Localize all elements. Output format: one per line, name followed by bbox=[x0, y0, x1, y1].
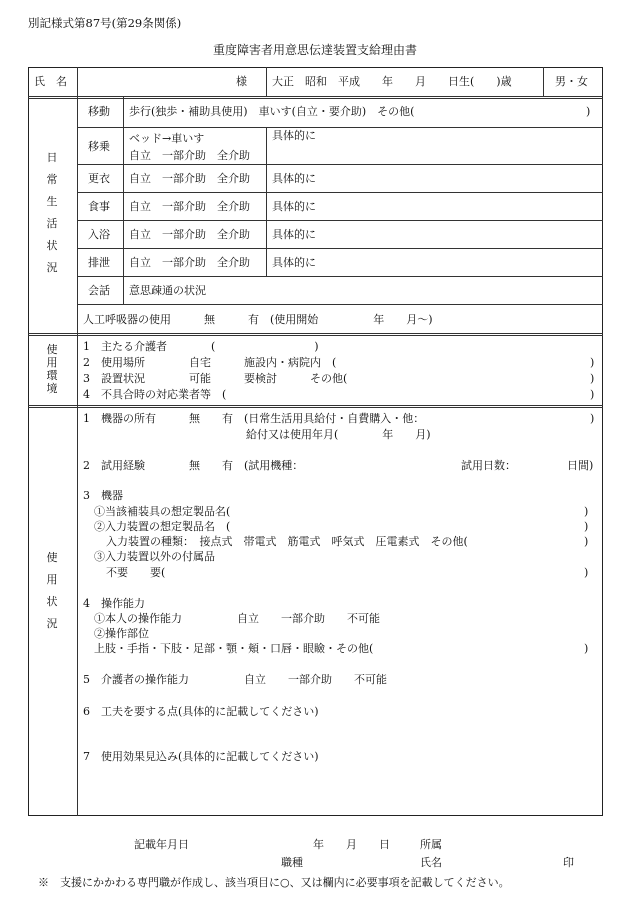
transfer-subtitle: ベッド→車いす bbox=[129, 132, 205, 145]
divider bbox=[77, 192, 603, 193]
divider bbox=[266, 67, 267, 96]
usage-trial-days-label: 試用日数： bbox=[461, 459, 516, 472]
close-paren: ) bbox=[586, 105, 591, 118]
transfer-options: 自立 一部介助 全介助 bbox=[129, 149, 250, 162]
usage-section-label: 使 用 状 況 bbox=[46, 551, 58, 630]
usage-product-name: ①当該補装具の想定製品名( bbox=[94, 505, 231, 518]
env-location: 2 使用場所 自宅 施設内・病院内 ( bbox=[83, 356, 337, 369]
divider bbox=[266, 127, 267, 276]
divider bbox=[77, 164, 603, 165]
divider bbox=[77, 220, 603, 221]
eating-options: 自立 一部介助 全介助 bbox=[129, 200, 250, 213]
usage-input-product: ②入力装置の想定製品名 ( bbox=[94, 520, 231, 533]
date-label: 記載年月日 bbox=[134, 838, 189, 851]
dressing-detail: 具体的に bbox=[272, 172, 316, 185]
mobility-options: 歩行(独歩・補助具使用) 車いす(自立・要介助) その他( bbox=[129, 105, 415, 118]
usage-ownership: 1 機器の所有 無 有 (日常生活用具給付・自費購入・他： bbox=[83, 412, 425, 425]
instruction-note: ※ 支援にかかわる専門職が作成し、該当項目に○、又は欄内に必要事項を記載してください。 bbox=[38, 876, 510, 889]
environment-section-label: 使 用 環 境 bbox=[46, 343, 58, 395]
usage-accessories-need: 不要 要( bbox=[106, 566, 166, 579]
close-paren: ) bbox=[590, 388, 595, 401]
divider bbox=[28, 96, 603, 99]
date-fields: 年 月 日 bbox=[313, 838, 390, 851]
birth-date-field: 大正 昭和 平成 年 月 日生( )歳 bbox=[272, 75, 512, 88]
row-label-conversation: 会話 bbox=[88, 284, 110, 297]
eating-detail: 具体的に bbox=[272, 200, 316, 213]
usage-expected-effect: 7 使用効果見込み(具体的に記載してください) bbox=[83, 750, 319, 763]
usage-body-parts: 上肢・手指・下肢・足部・顎・頬・口唇・眼瞼・その他( bbox=[94, 642, 374, 655]
name-signature-label: 氏名 bbox=[420, 856, 442, 869]
divider bbox=[77, 67, 78, 816]
divider bbox=[543, 67, 544, 96]
seal-mark: 印 bbox=[563, 856, 574, 869]
divider bbox=[77, 248, 603, 249]
page-title: 重度障害者用意思伝達装置支給理由書 bbox=[212, 43, 417, 57]
close-paren: ) bbox=[584, 520, 589, 533]
env-support-vendor: 4 不具合時の対応業者等 ( bbox=[83, 388, 227, 401]
divider bbox=[123, 96, 124, 304]
usage-caregiver-operation: 5 介護者の操作能力 自立 一部介助 不可能 bbox=[83, 673, 387, 686]
close-paren: ) bbox=[584, 566, 589, 579]
env-caregiver: 1 主たる介護者 ( ) bbox=[83, 340, 319, 353]
excretion-detail: 具体的に bbox=[272, 256, 316, 269]
affiliation-label: 所属 bbox=[420, 838, 442, 851]
row-label-eating: 食事 bbox=[88, 200, 110, 213]
usage-ingenuity: 6 工夫を要する点(具体的に記載してください) bbox=[83, 705, 319, 718]
close-paren: ) bbox=[584, 505, 589, 518]
bathing-options: 自立 一部介助 全介助 bbox=[129, 228, 250, 241]
row-label-transfer: 移乗 bbox=[88, 140, 110, 153]
row-label-mobility: 移動 bbox=[88, 105, 110, 118]
respirator-use: 人工呼吸器の使用 無 有 (使用開始 年 月〜) bbox=[83, 313, 433, 326]
occupation-label: 職種 bbox=[281, 856, 303, 869]
usage-input-types: 入力装置の種類： 接点式 帯電式 筋電式 呼気式 圧電素式 その他( bbox=[106, 535, 468, 548]
env-installation: 3 設置状況 可能 要検討 その他( bbox=[83, 372, 348, 385]
daily-life-section-label: 日 常 生 活 状 況 bbox=[46, 151, 58, 274]
sex-field: 男・女 bbox=[555, 75, 588, 88]
sama-label: 様 bbox=[236, 75, 247, 88]
usage-trial-days-unit: 日間) bbox=[567, 459, 594, 472]
close-paren: ) bbox=[590, 412, 595, 425]
divider bbox=[28, 333, 603, 336]
transfer-detail: 具体的に bbox=[272, 129, 316, 142]
close-paren: ) bbox=[584, 535, 589, 548]
usage-grant-date: 給付又は使用年月( 年 月) bbox=[246, 428, 431, 441]
row-label-excretion: 排泄 bbox=[88, 256, 110, 269]
dressing-options: 自立 一部介助 全介助 bbox=[129, 172, 250, 185]
row-label-bathing: 入浴 bbox=[88, 228, 110, 241]
form-number: 別記様式第87号(第29条関係) bbox=[28, 16, 182, 30]
usage-operation-site: ②操作部位 bbox=[94, 627, 149, 640]
close-paren: ) bbox=[590, 356, 595, 369]
divider bbox=[77, 304, 603, 305]
usage-accessories: ③入力装置以外の付属品 bbox=[94, 550, 215, 563]
usage-self-operation: ①本人の操作能力 自立 一部介助 不可能 bbox=[94, 612, 380, 625]
close-paren: ) bbox=[590, 372, 595, 385]
usage-trial: 2 試用経験 無 有 (試用機種： bbox=[83, 459, 304, 472]
divider bbox=[28, 405, 603, 408]
usage-device-heading: 3 機器 bbox=[83, 489, 123, 502]
bathing-detail: 具体的に bbox=[272, 228, 316, 241]
close-paren: ) bbox=[584, 642, 589, 655]
row-label-dressing: 更衣 bbox=[88, 172, 110, 185]
divider bbox=[77, 127, 603, 128]
name-label: 氏 名 bbox=[34, 75, 67, 88]
excretion-options: 自立 一部介助 全介助 bbox=[129, 256, 250, 269]
divider bbox=[77, 276, 603, 277]
conversation-status: 意思疎通の状況 bbox=[129, 284, 206, 297]
usage-operation-heading: 4 操作能力 bbox=[83, 597, 145, 610]
